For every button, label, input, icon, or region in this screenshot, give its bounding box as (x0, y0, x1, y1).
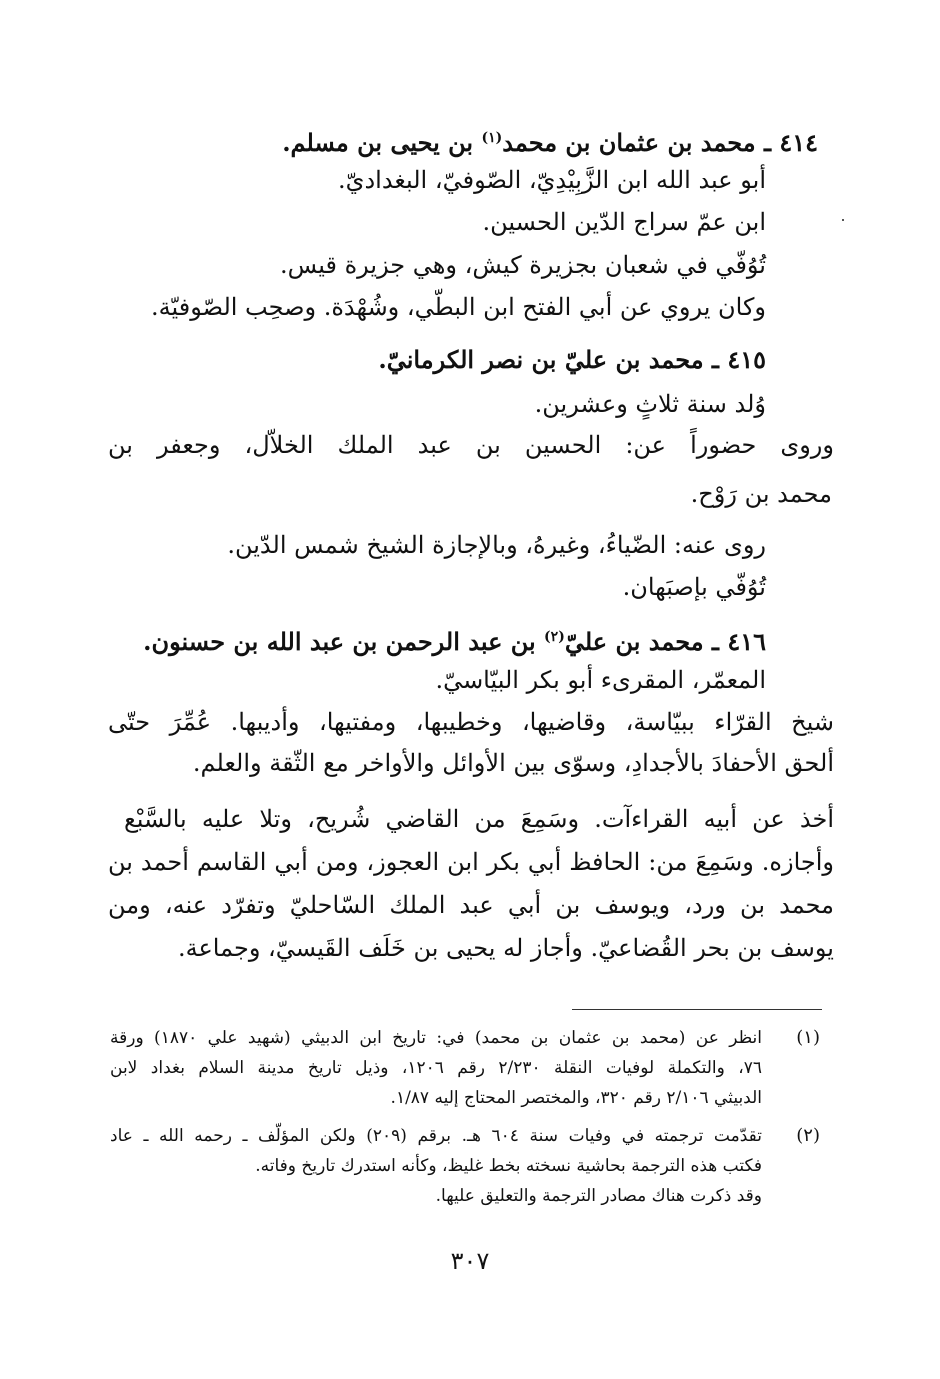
entry-416-line-4: أخذ عن أبيه القراءآت. وسَمِعَ من القاضي شُريح، وتلا عليه بالسَّبْع (124, 805, 834, 833)
entry-416-line-1: المعمّر، المقرىء أبو بكر البيّاسيّ. (435, 666, 766, 694)
entry-415-line-5: تُوُفّي بإصبَهان. (622, 573, 766, 601)
entry-414-line-2: ابن عمّ سراج الدّين الحسين. (482, 208, 766, 236)
footnote-ref-2: (٢) (544, 629, 565, 645)
entry-416-heading-name: ٤١٦ ـ محمد بن عليّ (564, 627, 766, 656)
footnote-1-line-3: الدبيثي ٢/١٠٦ رقم ٣٢٠، والمختصر المحتاج إليه ١/٨٧. (390, 1088, 762, 1108)
entry-416-line-3: ألحق الأحفادَ بالأجدادِ، وسوّى بين الأوائل والأواخر مع الثّقة والعلم. (192, 749, 834, 777)
footnote-ref-1: (١) (481, 130, 503, 146)
entry-414-heading-name: ٤١٤ ـ محمد بن عثمان بن محمد (502, 128, 818, 157)
entry-416-line-6: محمد بن ورد، ويوسف بن أبي عبد الملك السّاحليّ وتفرّد عنه، ومن (108, 891, 834, 919)
footnote-1-line-1: انظر عن (محمد بن عثمان بن محمد) في: تاريخ ابن الدبيثي (شهيد علي ١٨٧٠) ورقة (110, 1028, 763, 1048)
entry-415-line-3: محمد بن رَوْح. (690, 480, 832, 508)
footnote-2-number: (٢) (796, 1125, 820, 1146)
entry-414-heading (282, 118, 818, 163)
entry-414-line-4: وكان يروي عن أبي الفتح ابن البطّي، وشُهْدَة. وصحِب الصّوفيّة. (151, 293, 766, 321)
entry-414-line-3: تُوُفّي في شعبان بجزيرة كيش، وهي جزيرة قيس. (280, 251, 766, 279)
page-number: ٣٠٧ (450, 1247, 490, 1275)
entry-415-heading: ٤١٥ ـ محمد بن عليّ بن نصر الكرمانيّ. (378, 345, 766, 374)
footnote-2-line-1: تقدّمت ترجمته في وفيات سنة ٦٠٤ هـ. برقم (٢٠٩) ولكن المؤلّف ـ رحمه الله ـ عاد (110, 1126, 762, 1146)
entry-415-line-4: روى عنه: الضّياءُ، وغيرهُ، وبالإجازة الشيخ شمس الدّين. (227, 531, 766, 559)
footnote-separator (572, 1009, 822, 1010)
footnote-1-number: (١) (796, 1027, 820, 1048)
entry-416-heading-lineage: بن عبد الرحمن بن عبد الله بن حسنون. (143, 627, 545, 656)
entry-415-line-2: وروى حضوراً عن: الحسين بن عبد الملك الخلاّل، وجعفر بن (108, 431, 834, 459)
entry-415-line-1: وُلد سنة ثلاثٍ وعشرين. (534, 390, 766, 418)
entry-414-heading-lineage: بن يحيى بن مسلم. (282, 128, 482, 157)
entry-416-line-7: يوسف بن بحر القُضاعيّ. وأجاز له يحيى بن خَلَف القَيسيّ، وجماعة. (177, 934, 834, 962)
entry-416-line-5: وأجازه. وسَمِعَ من: الحافظ أبي بكر ابن العجوز، ومن أبي القاسم أحمد بن (108, 848, 834, 876)
scan-speck (842, 219, 844, 221)
entry-416-line-2: شيخ القرّاء ببيّاسة، وقاضيها، وخطيبها، ومفتيها، وأديبها. عُمِّرَ حتّى (108, 708, 834, 736)
footnote-1-line-2: ٧٦، والتكملة لوفيات النقلة ٢/٢٣٠ رقم ١٢٠٦، وذيل تاريخ مدينة السلام بغداد لابن (110, 1058, 762, 1078)
footnote-2-line-2: فكتب هذه الترجمة بحاشية نسخته بخط غليظ، وكأنه استدرك تاريخ وفاته. (255, 1156, 762, 1176)
footnote-2-line-3: وقد ذكرت هناك مصادر الترجمة والتعليق عليها. (435, 1186, 762, 1206)
entry-416-heading (143, 617, 766, 662)
entry-414-line-1: أبو عبد الله ابن الزَّبِيْدِيّ، الصّوفيّ، البغداديّ. (338, 166, 766, 194)
